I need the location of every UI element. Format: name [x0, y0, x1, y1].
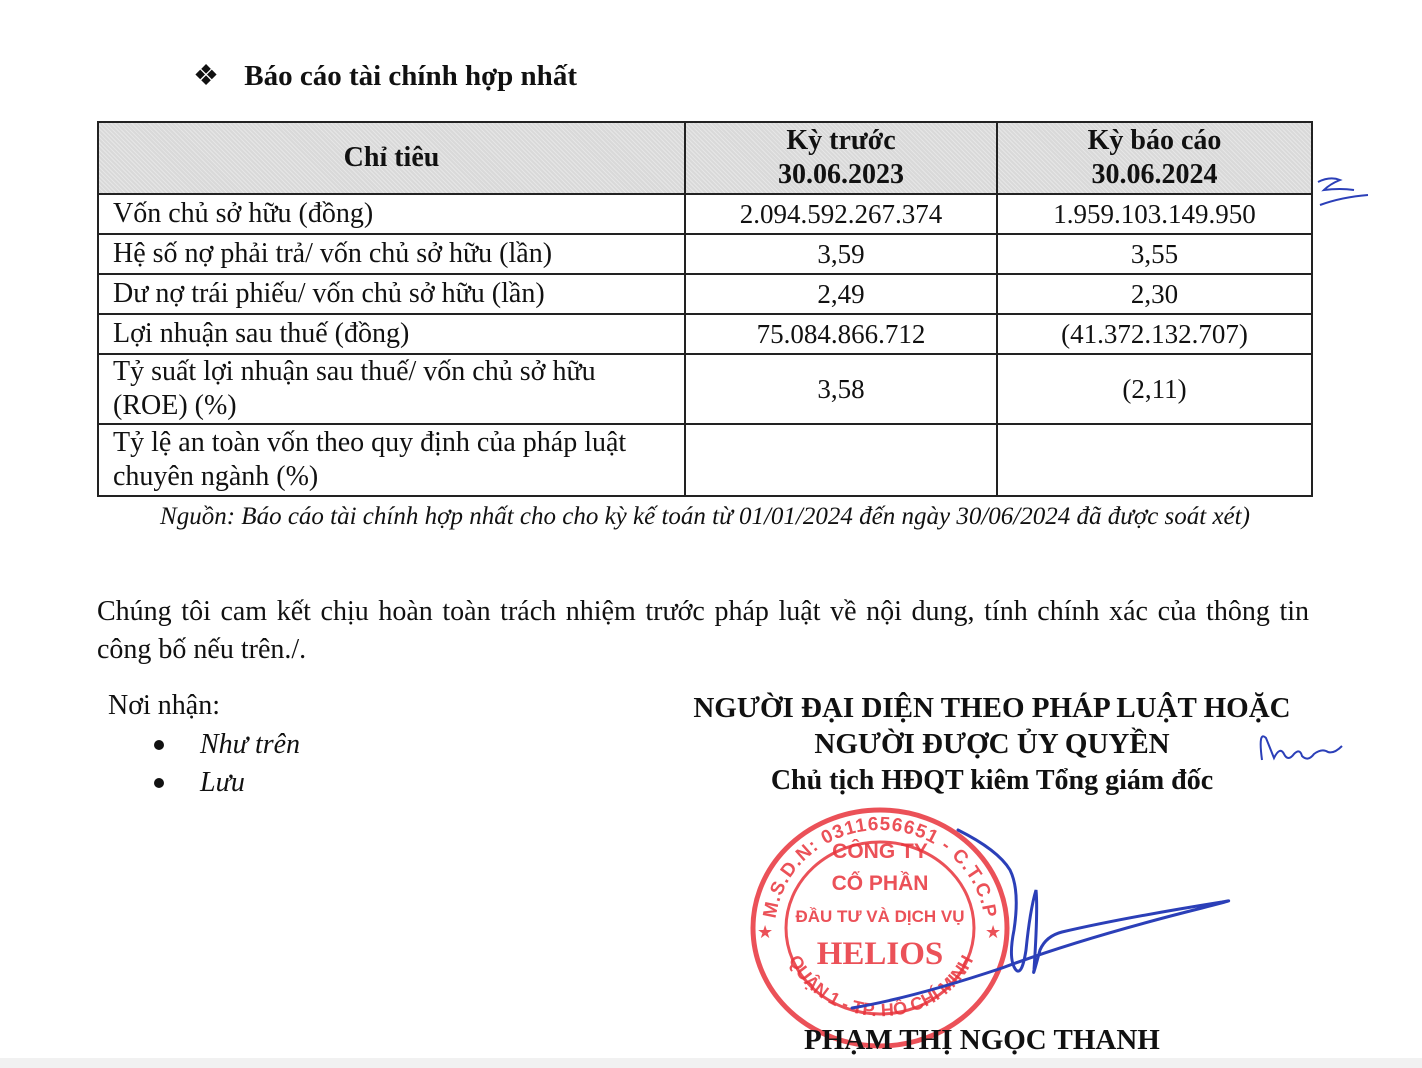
table-row: [98, 234, 1312, 274]
company-seal: [745, 800, 1015, 1050]
table-row: [98, 274, 1312, 314]
seal-ring-text: M.S.D.N: 0311656651 - C.T.C.P: [759, 813, 1001, 920]
row-prior-value: [685, 424, 997, 496]
row-prior-value: 2.094.592.267.374: [685, 194, 997, 234]
signer-name: PHẠM THỊ NGỌC THANH: [804, 1024, 1160, 1056]
seal-line-2: CỔ PHẦN: [831, 872, 929, 895]
recipients-list: [108, 726, 300, 802]
row-prior-value: 75.084.866.712: [685, 314, 997, 354]
signer-block: [664, 690, 1320, 800]
recipients-title: Nơi nhận:: [108, 690, 221, 721]
row-current-value: [997, 424, 1312, 496]
representative-line-1: NGƯỜI ĐẠI DIỆN THEO PHÁP LUẬT HOẶC: [693, 692, 1291, 724]
row-prior-value: 3,59: [685, 234, 997, 274]
row-current-value: 2,30: [997, 274, 1312, 314]
page-edge: [0, 1058, 1422, 1068]
row-label: Tỷ suất lợi nhuận sau thuế/ vốn chủ sở hữu (ROE) (%): [98, 354, 685, 424]
svg-text:★: ★: [985, 922, 1002, 943]
list-item: [108, 726, 300, 764]
bullet-dot-icon: [154, 740, 164, 750]
recipient-name: Lưu: [200, 767, 245, 798]
row-label: Vốn chủ sở hữu (đồng): [98, 194, 685, 234]
seal-icon: [745, 800, 1015, 1050]
financial-table: [97, 121, 1313, 497]
signer-position: Chủ tịch HĐQT kiêm Tổng giám đốc: [770, 765, 1214, 796]
header-current-label: Kỳ báo cáo: [1087, 125, 1222, 156]
section-title: Báo cáo tài chính hợp nhất: [244, 60, 577, 92]
header-prior-period: [685, 122, 997, 194]
table-row: [98, 424, 1312, 496]
svg-text:M.S.D.N: 0311656651 - C.T.C.P: [760, 814, 1001, 920]
row-label: Lợi nhuận sau thuế (đồng): [98, 314, 685, 354]
bullet-dot-icon: [154, 778, 164, 788]
representative-line-2: NGƯỜI ĐƯỢC ỦY QUYỀN: [814, 728, 1170, 760]
row-current-value: (2,11): [997, 354, 1312, 424]
row-label: Hệ số nợ phải trả/ vốn chủ sở hữu (lần): [98, 234, 685, 274]
header-current-date: 30.06.2024: [1091, 159, 1218, 190]
row-label: Tỷ lệ an toàn vốn theo quy định của pháp luật chuyên ngành (%): [98, 424, 685, 496]
list-item: [108, 764, 300, 802]
row-prior-value: 3,58: [685, 354, 997, 424]
recipients-block: [108, 690, 300, 802]
header-indicator: Chỉ tiêu: [98, 122, 685, 194]
header-current-period: [997, 122, 1312, 194]
seal-line-4: HELIOS: [816, 936, 944, 972]
margin-initial-mark: [1318, 178, 1368, 205]
table-row: [98, 194, 1312, 234]
row-current-value: (41.372.132.707): [997, 314, 1312, 354]
row-current-value: 3,55: [997, 234, 1312, 274]
recipient-name: Như trên: [200, 729, 301, 760]
seal-bottom-text: QUẬN 1 - TP. HỒ CHÍ MINH: [784, 951, 978, 1021]
table-row: [98, 354, 1312, 424]
table-header-row: [98, 122, 1312, 194]
diamond-bullet-icon: ❖: [193, 60, 219, 92]
row-prior-value: 2,49: [685, 274, 997, 314]
row-label: Dư nợ trái phiếu/ vốn chủ sở hữu (lần): [98, 274, 685, 314]
commitment-paragraph: Chúng tôi cam kết chịu hoàn toàn trách nhiệm trước pháp luật về nội dung, tính chính xác của thông tin công bố nếu trên./.: [97, 596, 1309, 665]
header-prior-label: Kỳ trước: [786, 125, 896, 156]
row-current-value: 1.959.103.149.950: [997, 194, 1312, 234]
section-heading: [193, 58, 577, 93]
table-row: [98, 314, 1312, 354]
svg-text:★: ★: [757, 922, 774, 943]
header-prior-date: 30.06.2023: [778, 159, 904, 190]
seal-line-1: CÔNG TY: [832, 840, 928, 863]
source-note: Nguồn: Báo cáo tài chính hợp nhất cho cho kỳ kế toán từ 01/01/2024 đến ngày 30/06/2024 đã được soát xét): [160, 503, 1250, 530]
seal-line-3: ĐẦU TƯ VÀ DỊCH VỤ: [795, 907, 965, 926]
